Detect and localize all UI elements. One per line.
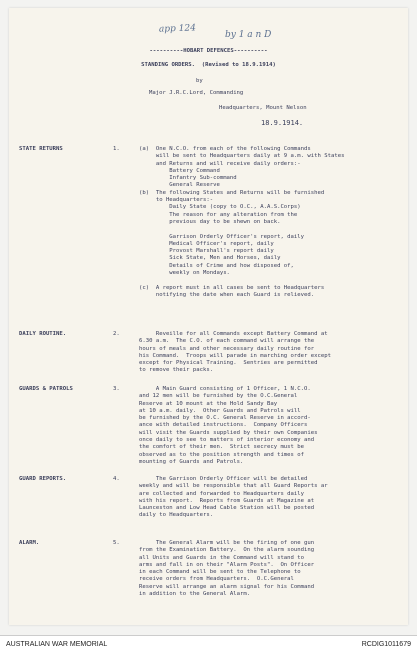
section-body (139, 540, 394, 598)
body-line (139, 277, 394, 284)
footer-source: AUSTRALIAN WAR MEMORIAL (6, 641, 108, 648)
body-line: are collected and forwarded to Headquarters daily (139, 490, 305, 497)
body-line: Provost Marshall's report daily (139, 248, 274, 255)
body-line: Medical Officer's report, daily (139, 240, 274, 247)
location-line: Headquarters, Mount Nelson (219, 105, 307, 111)
section-number: 3. (113, 386, 120, 392)
section-body (139, 476, 394, 520)
author-line: Major J.R.C.Lord, Commanding (149, 90, 244, 96)
body-line: Reserve at 10 mount at the Hold Sandy Bay (139, 400, 278, 407)
body-line: in each Command will be sent to the Telephone to (139, 569, 301, 576)
body-line: daily to Headquarters. (139, 512, 214, 519)
body-line: Infantry Sub-command (139, 175, 237, 182)
body-line: at 10 a.m. daily. Other Guards and Patrols will (139, 407, 301, 414)
body-line: from the Examination Battery. On the alarm sounding (139, 547, 315, 554)
handwritten-annotation-2: by 1 a n D (225, 30, 272, 40)
body-line: 6.30 a.m. The C.O. of each command will arrange the (139, 338, 315, 345)
body-line: Launceston and Low Head Cable Station will be posted (139, 505, 315, 512)
body-line: (b) The following States and Returns will be furnished (139, 189, 325, 196)
body-line: mounting of Guards and Patrols. (139, 458, 244, 465)
body-line: A Main Guard consisting of 1 Officer, 1 N.C.O. (139, 386, 311, 392)
body-line: notifying the date when each Guard is relieved. (139, 291, 315, 298)
body-line: once daily to see to matters of interior economy and (139, 437, 315, 444)
body-line: weekly and will be responsible that all Guard Reports ar (139, 483, 328, 490)
section-body (139, 146, 394, 299)
section-number: 2. (113, 331, 120, 337)
document-subtitle: STANDING ORDERS. (Revised to 18.9.1914) (141, 62, 276, 68)
body-line: General Reserve (139, 182, 220, 189)
body-line: observed as to the position strength and times of (139, 451, 305, 458)
section-number: 1. (113, 146, 120, 152)
body-line: (c) A report must in all cases be sent to Headquarters (139, 284, 325, 291)
section-heading: DAILY ROUTINE. (19, 331, 67, 337)
archive-footer (0, 635, 417, 655)
section-heading: GUARD REPORTS. (19, 476, 67, 482)
body-line: The Garrison Orderly Officer will be detailed (139, 476, 308, 482)
body-line: Details of Crime and how disposed of, (139, 262, 294, 269)
body-line: hours of meals and other necessary daily routine for (139, 345, 315, 352)
body-line: be furnished by the O.C. General Reserve in accord- (139, 415, 311, 422)
footer-record-id: RCDIG1011679 (361, 641, 411, 648)
body-line: weekly on Mondays. (139, 270, 230, 277)
body-line (139, 226, 394, 233)
date-line: 18.9.1914. (261, 119, 304, 127)
body-line: previous day to be shewn on back. (139, 218, 281, 225)
document-page (9, 8, 408, 625)
body-line: Sick State, Men and Horses, daily (139, 255, 281, 262)
body-line: arms and fall in on their "Alarm Posts". On Officer (139, 561, 315, 568)
body-line: receive orders from Headquarters. O.C.General (139, 576, 294, 583)
body-line: in addition to the General Alarm. (139, 591, 251, 598)
body-line: Daily State (copy to O.C., A.A.S.Corps) (139, 204, 301, 211)
body-line: Reserve will arrange an alarm signal for his Command (139, 583, 315, 590)
body-line: all Units and Guards in the Command will stand to (139, 554, 305, 561)
section-heading: STATE RETURNS (19, 146, 63, 152)
body-line: will be sent to Headquarters daily at 9 a.m. with States (139, 153, 345, 160)
section-number: 4. (113, 476, 120, 482)
body-line: Battery Command (139, 167, 220, 174)
handwritten-annotation: app 124 (158, 23, 197, 35)
body-line: with his report. Reports from Guards at Magazine at (139, 497, 315, 504)
body-line: the comfort of their men. Strict secrecy must be (139, 444, 305, 451)
body-line: and 12 men will be furnished by the O.C.General (139, 393, 298, 400)
body-line: The General Alarm will be the firing of one gun (139, 540, 315, 546)
by-label: by (196, 78, 203, 84)
body-line: his Command. Troops will parade in marching order except (139, 352, 331, 359)
body-line: The reason for any alteration from the (139, 211, 298, 218)
section-heading: GUARDS & PATROLS (19, 386, 73, 392)
body-line: except for Physical Training. Sentries are permitted (139, 360, 318, 367)
section-heading: ALARM. (19, 540, 40, 546)
section-body (139, 331, 394, 375)
body-line: Garrison Orderly Officer's report, daily (139, 233, 305, 240)
body-line: will visit the Guards supplied by their own Companies (139, 429, 318, 436)
body-line: to Headquarters:- (139, 197, 214, 204)
body-line: (a) One N.C.O. from each of the following Commands (139, 146, 311, 152)
body-line: to remove their packs. (139, 367, 214, 374)
body-line: and Returns and will receive daily orders:- (139, 160, 301, 167)
body-line: ance with detailed instructions. Company Officers (139, 422, 308, 429)
section-body (139, 386, 394, 466)
document-title: ----------HOBART DEFENCES---------- (149, 48, 268, 54)
body-line: Reveille for all Commands except Battery Command at (139, 331, 328, 337)
section-number: 5. (113, 540, 120, 546)
